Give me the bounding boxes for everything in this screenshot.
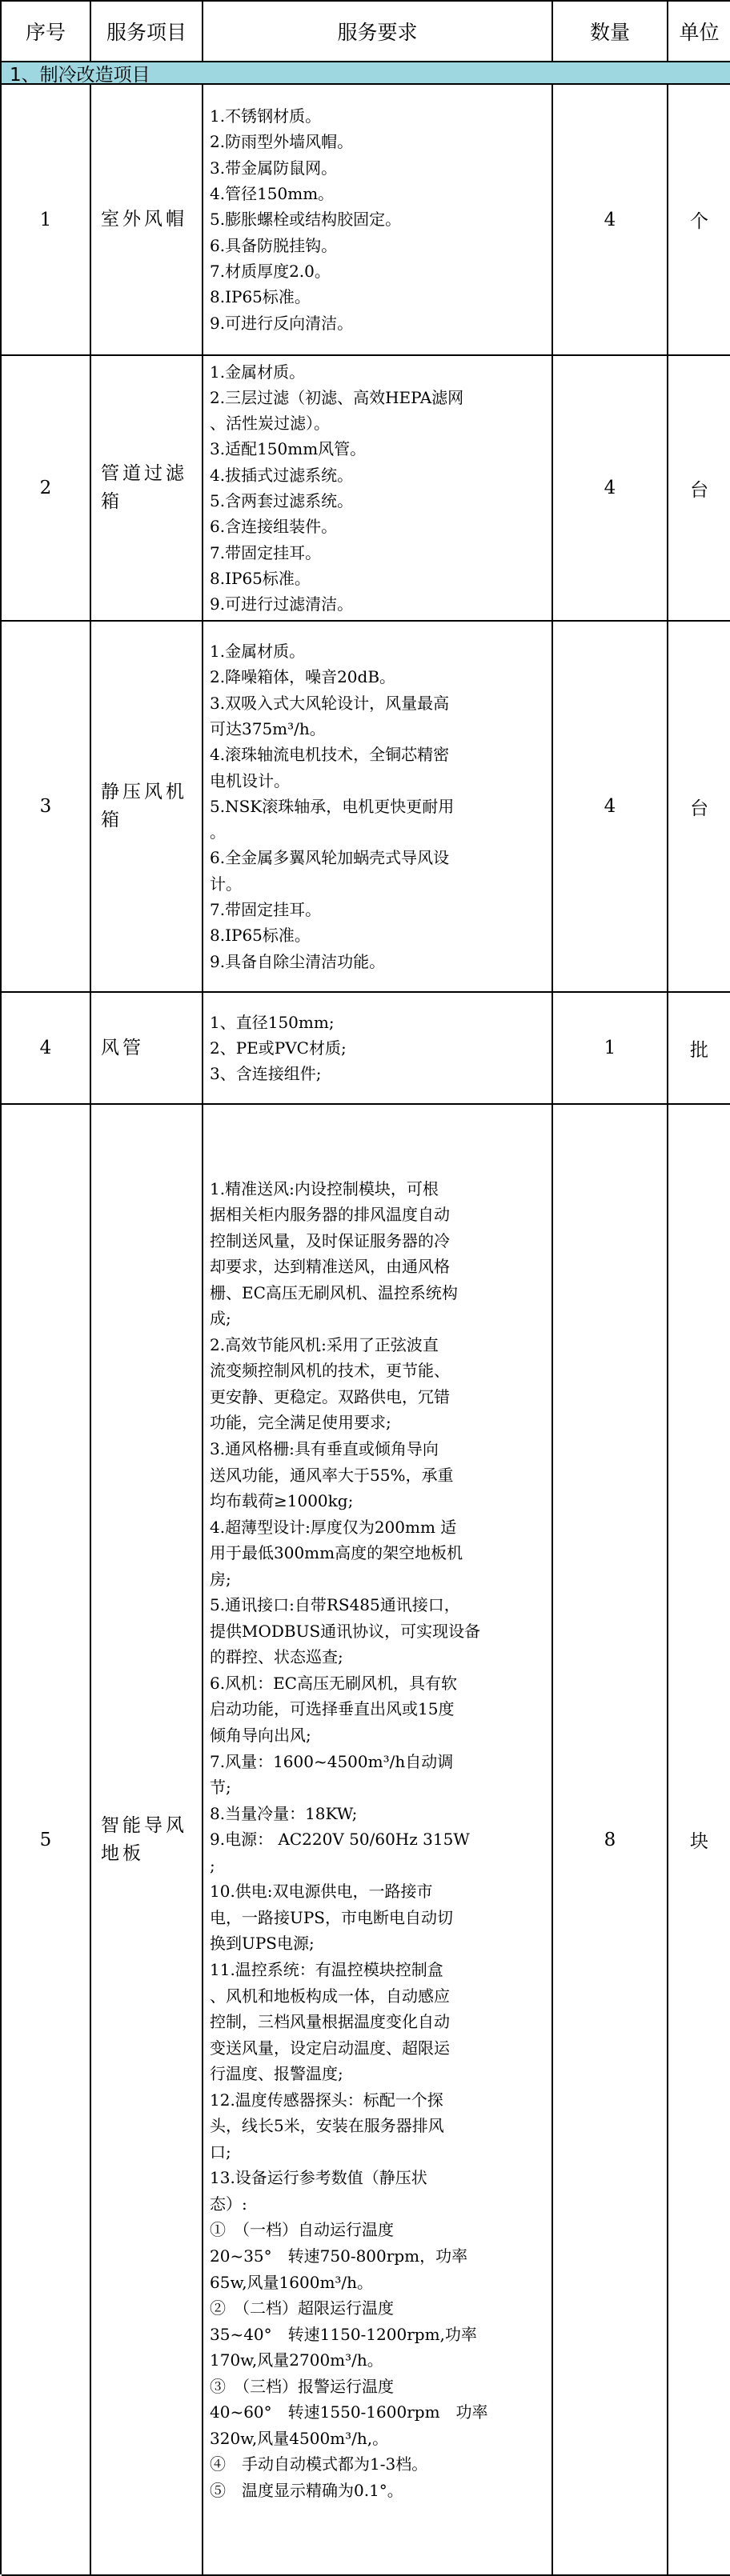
row-no: 2 [2,356,91,622]
header-no: 序号 [2,2,91,62]
requirement-line: 2、PE或PVC材质; [210,1038,347,1058]
row-item: 静压风机箱 [91,622,203,993]
requirement-line: 11.温控系统：有温控模块控制盒 [210,1959,443,1979]
row-unit: 批 [668,993,730,1105]
requirement-line: 1.精准送风:内设控制模块，可根 [210,1178,439,1198]
requirement-line: 1.金属材质。 [210,642,306,662]
requirement-line: 5.通讯接口:自带RS485通讯接口， [210,1595,460,1615]
row-qty: 4 [553,622,668,993]
requirement-line: 20~35° 转速750-800rpm，功率 [210,2246,468,2266]
requirement-line: 头，线长5米，安装在服务器排风 [210,2116,444,2136]
requirement-line: 控制，三档风量根据温度变化自动 [210,2012,450,2032]
row-qty: 8 [553,1105,668,2576]
requirement-line: 提供MODBUS通讯协议，可实现设备 [210,1621,481,1641]
row-requirements [203,622,553,993]
requirement-line: 3.带金属防鼠网。 [210,158,338,178]
requirement-line: 栅、EC高压无刷风机、温控系统构 [210,1282,458,1302]
requirement-line: 2.防雨型外墙风帽。 [210,132,354,152]
requirement-line: 2.降噪箱体，噪音20dB。 [210,667,396,687]
row-qty: 4 [553,356,668,622]
row-requirements [203,993,553,1105]
requirement-line: 、活性炭过滤）。 [210,414,330,434]
requirement-line: 6.全金属多翼风轮加蜗壳式导风设 [210,848,450,868]
section-title: 1、制冷改造项目 [2,62,730,85]
requirement-line: 态）: [210,2194,247,2214]
requirement-line: 启动功能，可选择垂直出风或15度 [210,1699,455,1719]
requirement-line: 1.金属材质。 [210,362,306,382]
row-qty: 1 [553,993,668,1105]
requirement-line: 2.三层过滤（初滤、高效HEPA滤网 [210,387,464,407]
requirement-line: 。 [210,822,226,842]
requirement-line: 的群控、状态巡查; [210,1647,343,1667]
requirement-line: 4.拔插式过滤系统。 [210,465,354,485]
header-requirements: 服务要求 [203,2,553,62]
header-item: 服务项目 [91,2,203,62]
requirement-line: 电，一路接UPS，市电断电自动切 [210,1907,454,1927]
requirement-line: 9.可进行过滤清洁。 [210,594,354,614]
requirement-line: 5.膨胀螺栓或结构胶固定。 [210,210,402,230]
requirement-line: 换到UPS电源; [210,1934,315,1954]
requirement-line: 据相关柜内服务器的排风温度自动 [210,1205,450,1225]
requirement-line: 65w,风量1600m³/h。 [210,2272,374,2292]
row-item: 管道过滤箱 [91,356,203,622]
requirement-line: 7.风量：1600~4500m³/h自动调 [210,1751,454,1771]
requirement-line: 170w,风量2700m³/h。 [210,2350,383,2370]
row-no: 3 [2,622,91,993]
row-no: 1 [2,85,91,356]
requirement-line: 2.高效节能风机:采用了正弦波直 [210,1334,439,1354]
requirement-line: 6.含连接组装件。 [210,517,338,537]
row-unit: 块 [668,1105,730,2576]
requirement-line: 房; [210,1569,231,1589]
row-item: 室外风帽 [91,85,203,356]
requirement-line: ; [210,1855,215,1875]
requirement-line: 4.滚珠轴流电机技术，全铜芯精密 [210,745,450,765]
requirement-line: 320w,风量4500m³/h,。 [210,2428,389,2448]
requirement-line: 5.NSK滚珠轴承，电机更快更耐用 [210,796,455,816]
requirement-line: 计。 [210,874,242,894]
row-unit: 台 [668,622,730,993]
requirement-line: 更安静、更稳定。双路供电，冗错 [210,1386,450,1406]
requirement-line: 3.适配150mm风管。 [210,439,367,459]
requirement-line: 40~60° 转速1550-1600rpm 功率 [210,2402,488,2422]
requirement-line: ⑤ 温度显示精确为0.1°。 [210,2480,403,2500]
requirement-line: 8.IP65标准。 [210,926,311,946]
row-unit: 个 [668,85,730,356]
requirement-line: 13.设备运行参考数值（静压状 [210,2168,427,2188]
row-no: 5 [2,1105,91,2576]
row-item: 风管 [91,993,203,1105]
requirement-line: 节; [210,1778,231,1798]
requirement-line: 9.可进行反向清洁。 [210,313,354,333]
row-item: 智能导风地板 [91,1105,203,2576]
requirement-line: 可达375m³/h。 [210,718,326,738]
row-requirements [203,1105,553,2576]
requirement-line: 倾角导向出风; [210,1726,311,1746]
requirement-line: 1.不锈钢材质。 [210,106,322,126]
requirement-line: 口; [210,2142,231,2162]
requirement-line: 3.通风格栅:具有垂直或倾角导向 [210,1439,439,1459]
requirement-line: 变送风量，设定启动温度、超限运 [210,2038,450,2058]
row-requirements [203,85,553,356]
requirement-line: ③ （三档）报警运行温度 [210,2376,394,2396]
requirement-line: 8.当量冷量：18KW; [210,1803,358,1823]
row-unit: 台 [668,356,730,622]
requirement-line: ① （一档）自动运行温度 [210,2220,394,2240]
requirement-line: ② （二档）超限运行温度 [210,2298,394,2318]
requirement-line: 10.供电:双电源供电，一路接市 [210,1882,433,1902]
requirement-line: 5.含两套过滤系统。 [210,491,354,510]
requirement-line: 8.IP65标准。 [210,568,311,588]
requirement-line: 7.材质厚度2.0。 [210,261,331,281]
requirement-line: 成; [210,1309,231,1329]
requirement-line: 6.风机：EC高压无刷风机，具有软 [210,1673,457,1693]
requirement-line: 4.管径150mm。 [210,184,335,204]
requirement-line: 、风机和地板构成一体，自动感应 [210,1986,450,2006]
requirement-line: 4.超薄型设计:厚度仅为200mm 适 [210,1517,457,1537]
requirement-line: 行温度、报警温度; [210,2064,343,2084]
header-qty: 数量 [553,2,668,62]
requirement-line: 均布载荷≥1000kg; [210,1491,354,1511]
requirement-line: 功能，完全满足使用要求; [210,1413,391,1433]
requirement-line: 1、直径150mm; [210,1012,335,1032]
requirement-line: 3、含连接组件; [210,1064,322,1084]
requirement-line: 控制送风量，及时保证服务器的冷 [210,1230,450,1250]
requirement-line: 电机设计。 [210,770,290,790]
requirement-line: 9.具备自除尘清洁功能。 [210,951,386,971]
row-requirements [203,356,553,622]
requirement-line: 7.带固定挂耳。 [210,542,322,562]
requirement-line: 却要求，达到精准送风，由通风格 [210,1257,450,1277]
requirement-line: 9.电源： AC220V 50/60Hz 315W [210,1830,470,1850]
requirement-line: 送风功能，通风率大于55%，承重 [210,1465,454,1485]
requirement-line: 7.带固定挂耳。 [210,900,322,920]
requirement-line: 12.温度传感器探头：标配一个探 [210,2090,443,2110]
requirement-line: 用于最低300mm高度的架空地板机 [210,1543,463,1563]
header-unit: 单位 [668,2,730,62]
requirement-line: 35~40° 转速1150-1200rpm,功率 [210,2324,477,2344]
requirement-line: 8.IP65标准。 [210,287,311,307]
row-qty: 4 [553,85,668,356]
requirement-line: 6.具备防脱挂钩。 [210,235,338,255]
requirement-line: 3.双吸入式大风轮设计，风量最高 [210,693,450,713]
row-no: 4 [2,993,91,1105]
requirement-line: 流变频控制风机的技术，更节能、 [210,1361,450,1381]
requirement-line: ④ 手动自动模式都为1-3档。 [210,2454,428,2474]
